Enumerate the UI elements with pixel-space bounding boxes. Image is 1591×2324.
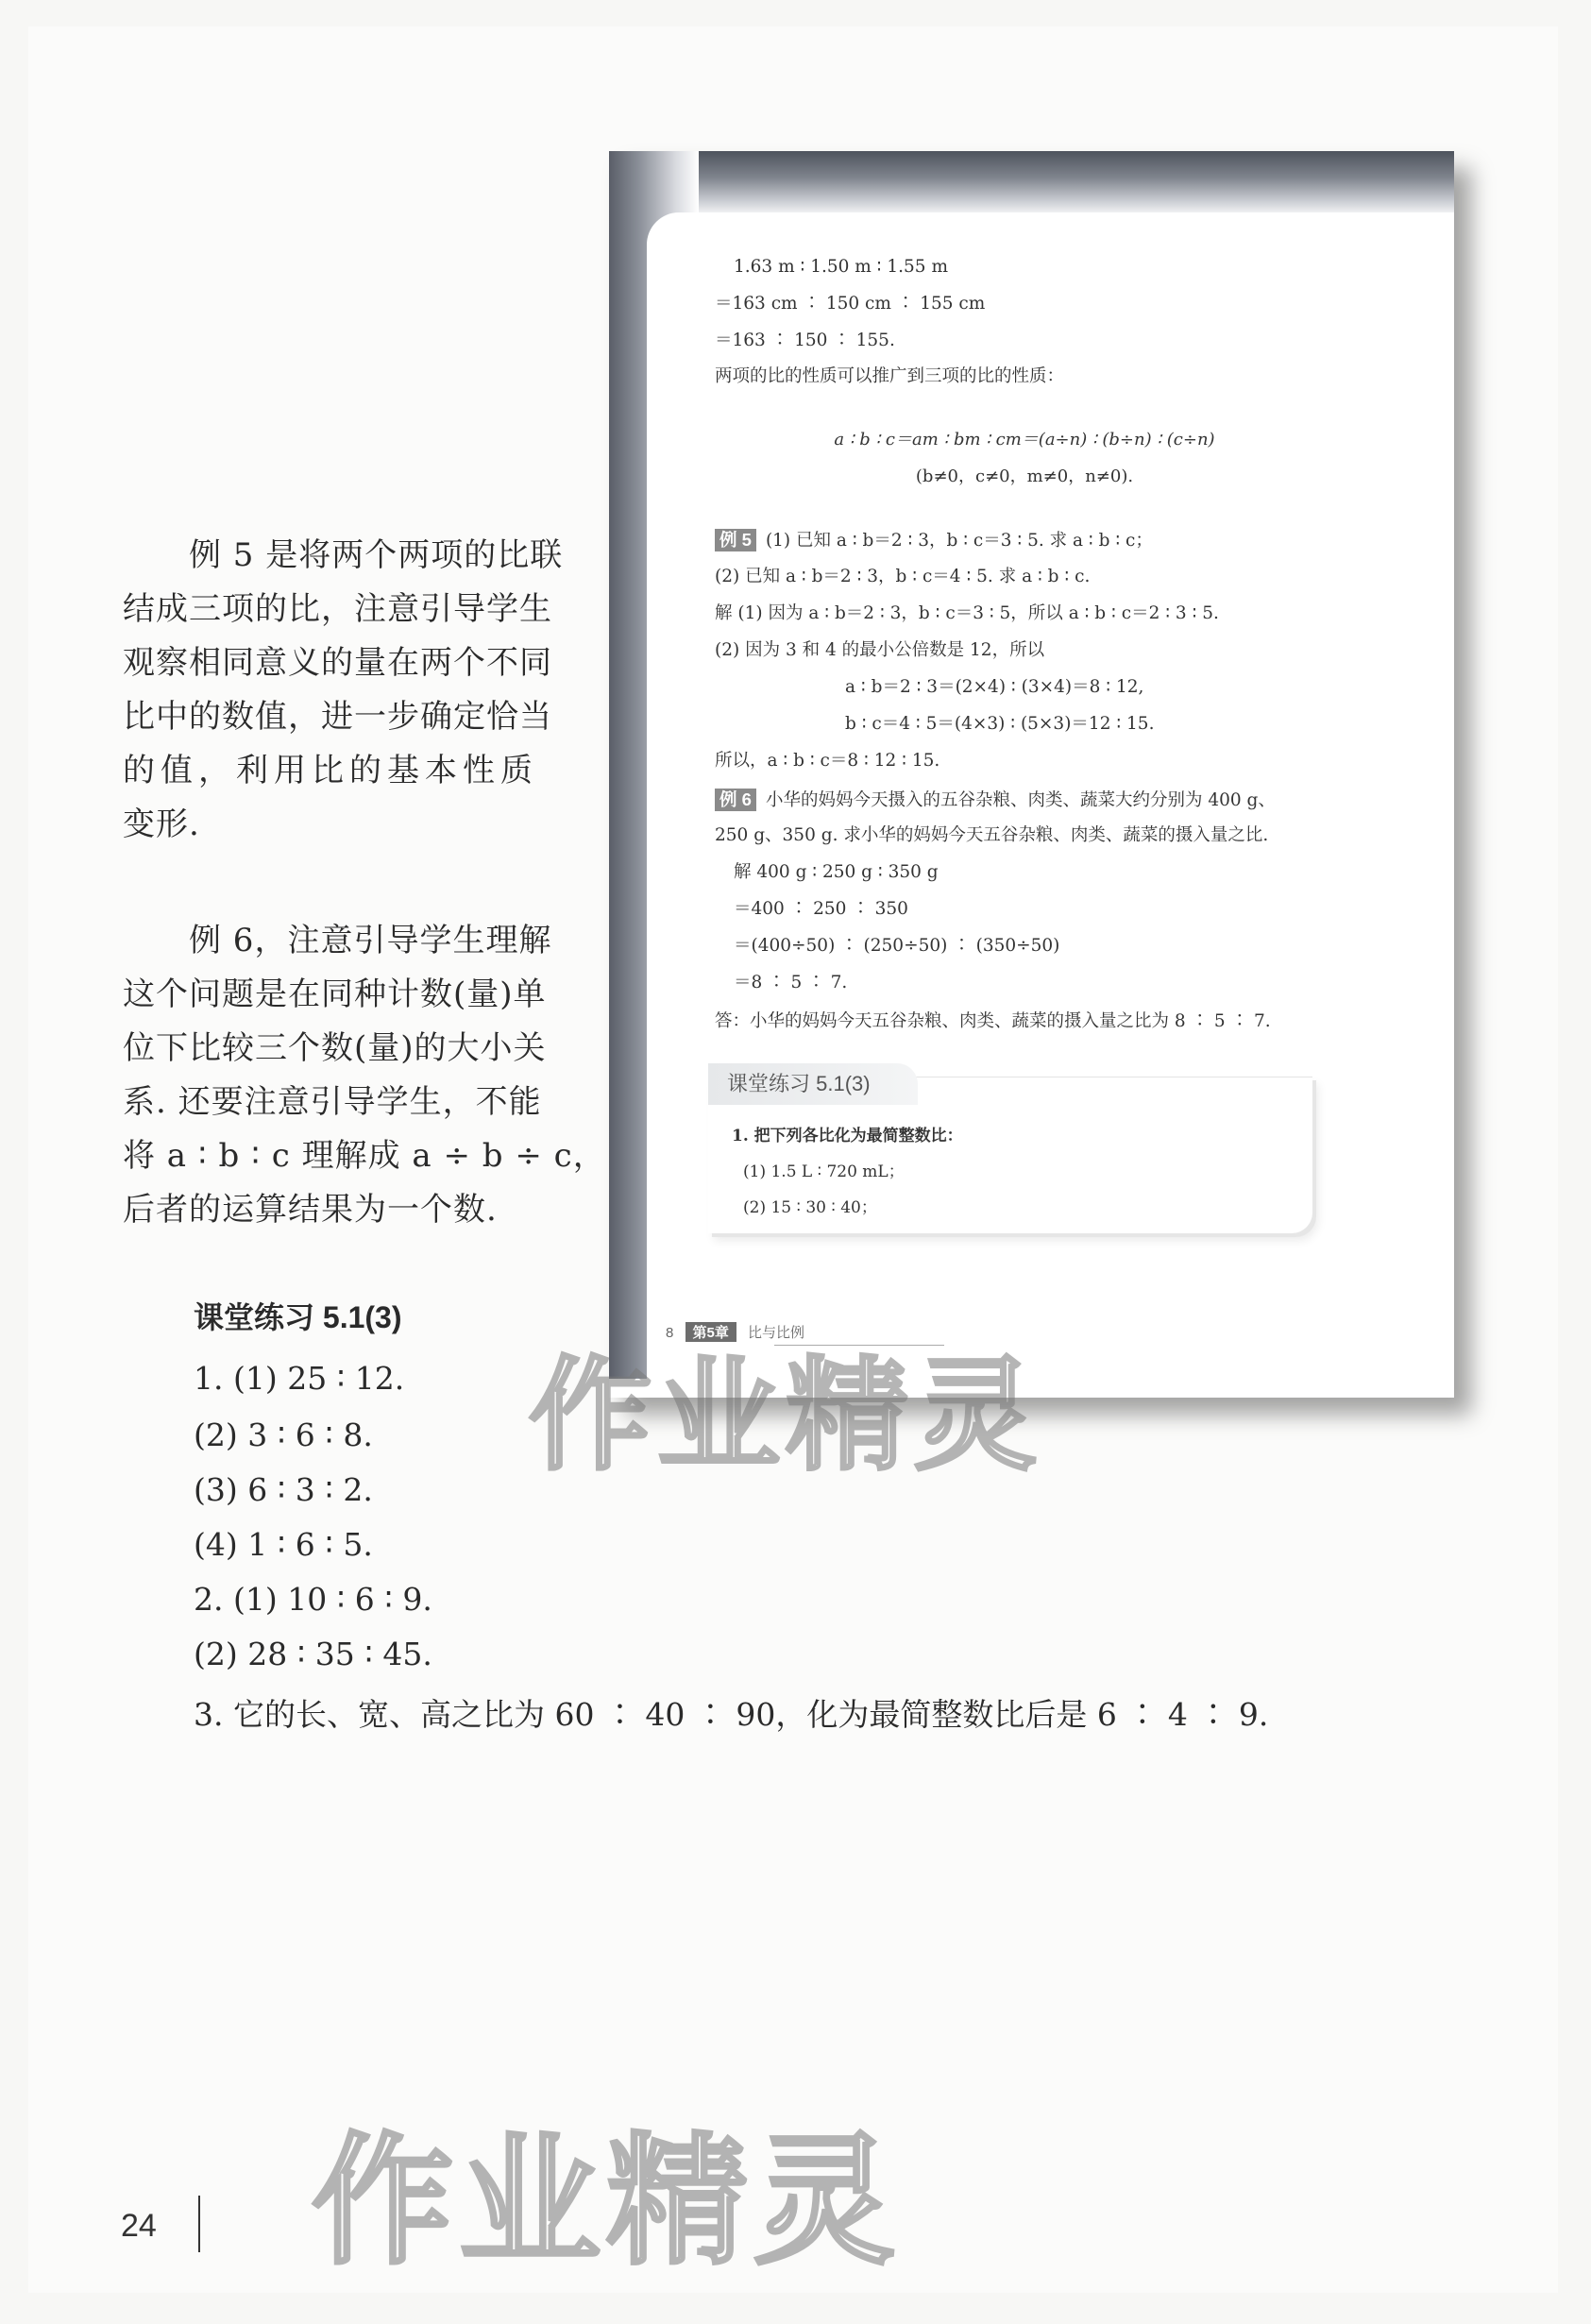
example-6-s4: ＝8 ∶ 5 ∶ 7. [734, 973, 848, 992]
note-6-line-5: 将 a ∶ b ∶ c 理解成 a ÷ b ÷ c， [123, 1137, 606, 1175]
note-6-line-2: 这个问题是在同种计数(量)单 [123, 975, 547, 1013]
exercise-title: 课堂练习 5.1(3) [708, 1063, 918, 1105]
answers-title: 课堂练习 5.1(3) [194, 1300, 402, 1334]
example-6-s3: ＝(400÷50) ∶ (250÷50) ∶ (350÷50) [734, 936, 1060, 956]
chapter-title: 比与比例 [748, 1325, 805, 1341]
page-edge-shading [609, 151, 1454, 217]
answer-line-2: (2) 3 ∶ 6 ∶ 8. [194, 1416, 373, 1453]
note-6-line-6: 后者的运算结果为一个数. [123, 1191, 498, 1229]
note-5-line-6: 变形. [123, 806, 200, 843]
book-page-number: 8 [666, 1325, 674, 1341]
example-5-q2: (2) 已知 a ∶ b＝2 ∶ 3，b ∶ c＝4 ∶ 5. 求 a ∶ b ∶ c. [715, 567, 1091, 586]
note-5-line-5: 的值，利用比的基本性质 [123, 752, 538, 789]
example-5-s4: b ∶ c＝4 ∶ 5＝(4×3) ∶ (5×3)＝12 ∶ 15. [845, 714, 1155, 734]
chapter-badge: 第5章 [685, 1322, 736, 1342]
note-5-line-2: 结成三项的比，注意引导学生 [123, 590, 552, 628]
example-5-q1: 例 5 (1) 已知 a ∶ b＝2 ∶ 3，b ∶ c＝3 ∶ 5. 求 a ∶ b ∶ c； [715, 529, 1153, 551]
note-6-line-1: 例 6，注意引导学生理解 [189, 922, 552, 959]
answer-line-3: (3) 6 ∶ 3 ∶ 2. [194, 1471, 373, 1508]
book-line-1: 1.63 m ∶ 1.50 m ∶ 1.55 m [734, 257, 948, 277]
example-6-answer: 答：小华的妈妈今天五谷杂粮、肉类、蔬菜的摄入量之比为 8 ∶ 5 ∶ 7. [715, 1011, 1271, 1031]
note-5-line-3: 观察相同意义的量在两个不同 [123, 644, 552, 682]
book-line-4: 两项的比的性质可以推广到三项的比的性质： [715, 366, 1065, 386]
example-5-s5: 所以，a ∶ b ∶ c＝8 ∶ 12 ∶ 15. [715, 751, 940, 771]
watermark-bottom: 作业精灵 [312, 2122, 902, 2281]
answer-line-1: 1. (1) 25 ∶ 12. [194, 1360, 405, 1397]
example-5-tag: 例 5 [715, 529, 756, 551]
watermark-top: 作业精灵 [529, 1347, 1043, 1484]
example-5-s2: (2) 因为 3 和 4 的最小公倍数是 12，所以 [715, 640, 1045, 660]
page-number: 24 [121, 2208, 157, 2244]
answer-line-4: (4) 1 ∶ 6 ∶ 5. [194, 1526, 373, 1563]
example-6-s1: 解 400 g ∶ 250 g ∶ 350 g [734, 862, 939, 882]
example-6-s2: ＝400 ∶ 250 ∶ 350 [734, 899, 908, 919]
example-5-s1: 解 (1) 因为 a ∶ b＝2 ∶ 3，b ∶ c＝3 ∶ 5，所以 a ∶ b ∶ c＝2 ∶ 3 ∶ 5. [715, 603, 1219, 623]
exercise-item-1: (1) 1.5 L ∶ 720 mL； [743, 1162, 905, 1181]
property-conditions: (b≠0，c≠0，m≠0，n≠0). [915, 466, 1134, 486]
answer-line-5: 2. (1) 10 ∶ 6 ∶ 9. [194, 1581, 432, 1618]
book-line-3: ＝163 ∶ 150 ∶ 155. [715, 331, 895, 350]
page-number-rule [198, 2196, 200, 2252]
example-6-tag: 例 6 [715, 789, 756, 811]
example-6-q2: 250 g、350 g. 求小华的妈妈今天五谷杂粮、肉类、蔬菜的摄入量之比. [715, 825, 1269, 845]
textbook-page-image [609, 151, 1454, 1398]
example-6-q1: 例 6 小华的妈妈今天摄入的五谷杂粮、肉类、蔬菜大约分别为 400 g、 [715, 789, 1276, 811]
book-line-2: ＝163 cm ∶ 150 cm ∶ 155 cm [715, 294, 986, 314]
answer-line-6: (2) 28 ∶ 35 ∶ 45. [194, 1636, 432, 1672]
property-formula: a ∶ b ∶ c＝am ∶ bm ∶ cm＝(a÷n) ∶ (b÷n) ∶ (c÷n) [834, 430, 1215, 450]
exercise-item-2: (2) 15 ∶ 30 ∶ 40； [743, 1198, 877, 1217]
exercise-question: 1. 把下列各比化为最简整数比： [732, 1127, 963, 1145]
note-6-line-3: 位下比较三个数(量)的大小关 [123, 1029, 547, 1067]
answer-line-7: 3. 它的长、宽、高之比为 60 ∶ 40 ∶ 90，化为最简整数比后是 6 ∶ 4 ∶ 9. [194, 1696, 1269, 1733]
note-5-line-4: 比中的数值，进一步确定恰当 [123, 698, 552, 736]
note-5-line-1: 例 5 是将两个两项的比联 [189, 536, 564, 574]
example-5-s3: a ∶ b＝2 ∶ 3＝(2×4) ∶ (3×4)＝8 ∶ 12, [845, 677, 1144, 697]
note-6-line-4: 系. 还要注意引导学生，不能 [123, 1083, 542, 1121]
